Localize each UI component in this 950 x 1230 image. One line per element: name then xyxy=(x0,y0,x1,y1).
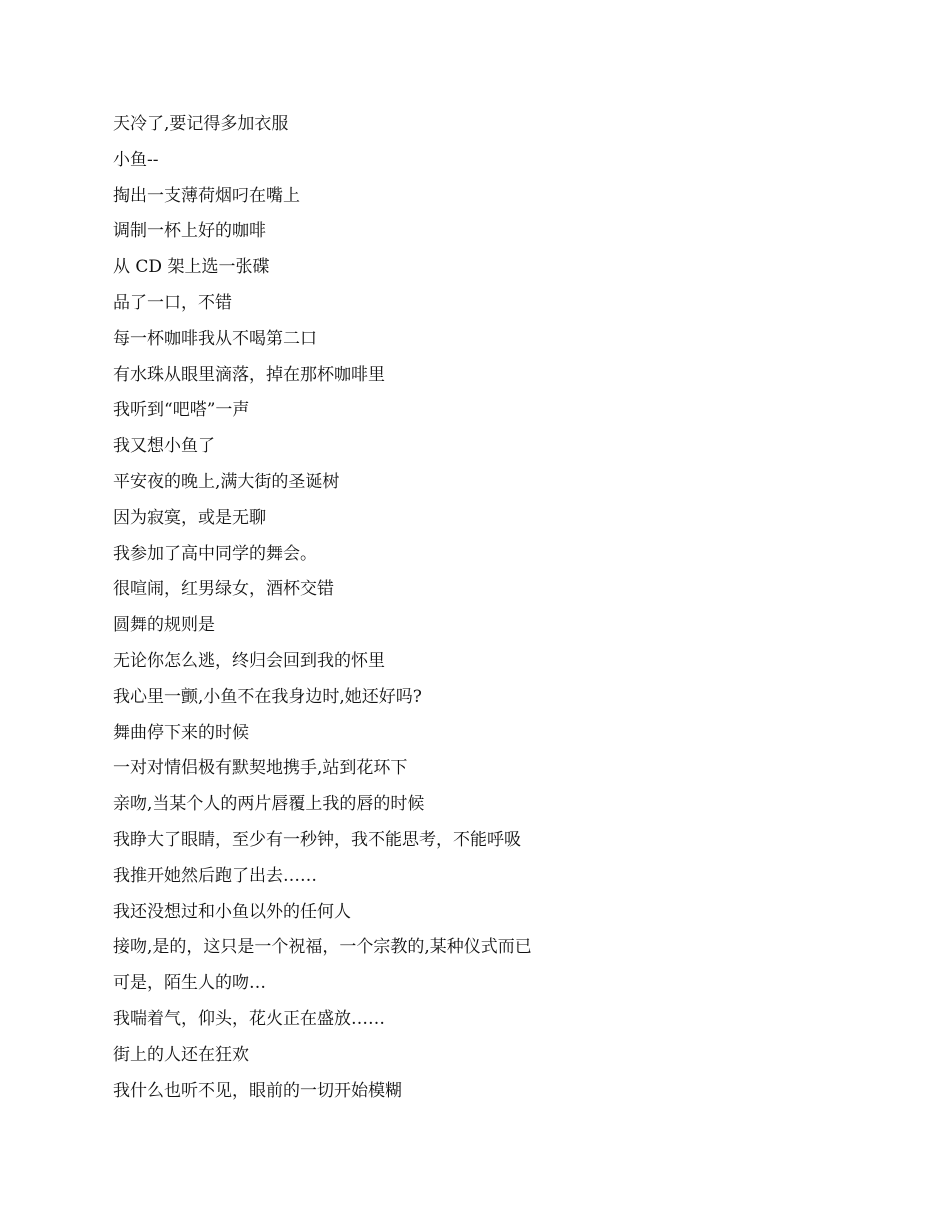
text-line: 舞曲停下来的时候 xyxy=(113,722,249,743)
text-line: 品了一口，不错 xyxy=(113,292,232,313)
text-line: 因为寂寞，或是无聊 xyxy=(113,507,266,528)
text-line: 可是，陌生人的吻… xyxy=(113,973,266,994)
text-line: 我喘着气，仰头，花火正在盛放…… xyxy=(113,1008,385,1029)
text-line: 每一杯咖啡我从不喝第二口 xyxy=(113,328,317,349)
text-line: 我还没想过和小鱼以外的任何人 xyxy=(113,901,351,922)
text-line: 接吻,是的，这只是一个祝福，一个宗教的,某种仪式而已 xyxy=(113,937,532,958)
text-line: 平安夜的晚上,满大街的圣诞树 xyxy=(113,471,340,492)
text-line: 有水珠从眼里滴落，掉在那杯咖啡里 xyxy=(113,364,385,385)
text-line: 天冷了,要记得多加衣服 xyxy=(113,114,289,134)
text-line: 小鱼-- xyxy=(113,149,159,170)
text-line: 圆舞的规则是 xyxy=(113,615,215,636)
text-line: 很喧闹，红男绿女，酒杯交错 xyxy=(113,579,334,600)
text-line: 一对对情侣极有默契地携手,站到花环下 xyxy=(113,758,408,779)
text-line: 我什么也听不见，眼前的一切开始模糊 xyxy=(113,1080,402,1101)
poem-lines xyxy=(113,107,893,1109)
text-line: 我又想小鱼了 xyxy=(113,436,215,457)
text-line: 我参加了高中同学的舞会。 xyxy=(113,543,317,564)
text-line: 我睁大了眼睛，至少有一秒钟，我不能思考，不能呼吸 xyxy=(113,829,521,850)
text-line: 无论你怎么逃，终归会回到我的怀里 xyxy=(113,650,385,671)
text-line: 调制一杯上好的咖啡 xyxy=(113,221,266,242)
text-line: 我心里一颤,小鱼不在我身边时,她还好吗? xyxy=(113,686,422,707)
text-line: 街上的人还在狂欢 xyxy=(113,1044,249,1065)
text-line: 我听到“吧嗒”一声 xyxy=(113,400,250,421)
text-line: 亲吻,当某个人的两片唇覆上我的唇的时候 xyxy=(113,794,425,815)
text-line: 我推开她然后跑了出去…… xyxy=(113,865,317,886)
text-line: 从 CD 架上选一张碟 xyxy=(113,257,270,278)
text-line: 掏出一支薄荷烟叼在嘴上 xyxy=(113,185,300,206)
